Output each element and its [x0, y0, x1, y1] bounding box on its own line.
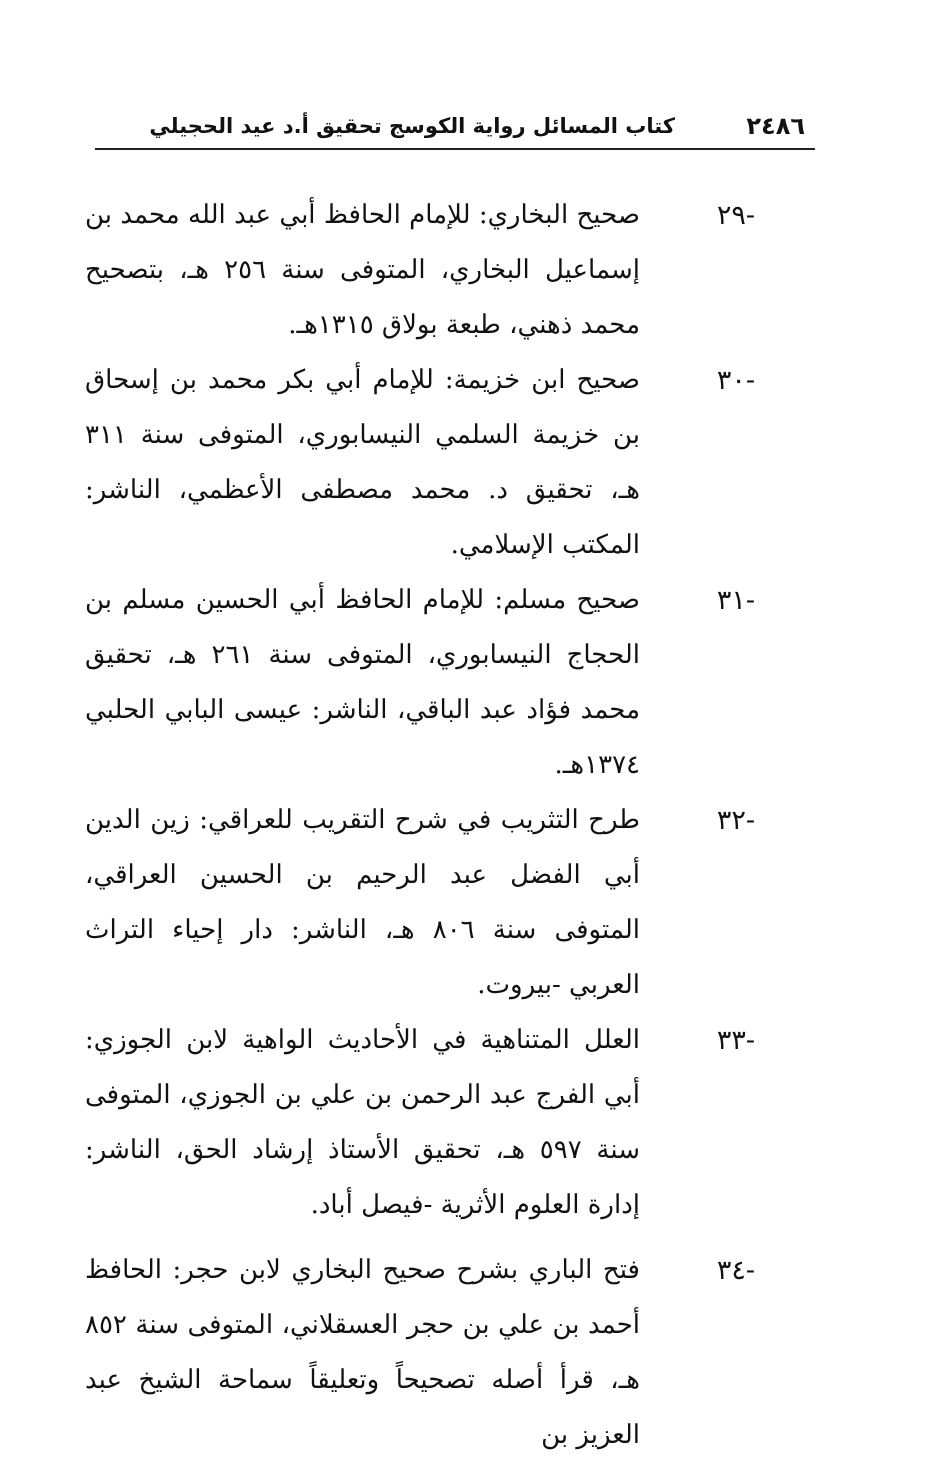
list-item [85, 188, 765, 353]
list-item [85, 793, 765, 1013]
entry-text: طرح التثريب في شرح التقريب للعراقي: زين الدين أبي الفضل عبد الرحيم بن الحسين العراقي، المتوفى سنة ٨٠٦ هـ، الناشر: دار إحياء التراث العربي -بيروت. [85, 805, 640, 1000]
list-item [85, 573, 765, 793]
list-item [85, 1013, 765, 1233]
page-number: ٢٤٨٦ [746, 112, 805, 140]
entry-text: العلل المتناهية في الأحاديث الواهية لابن الجوزي: أبي الفرج عبد الرحمن بن علي بن الجوزي، المتوفى سنة ٥٩٧ هـ، تحقيق الأستاذ إرشاد الحق، الناشر: إدارة العلوم الأثرية -فيصل أباد. [85, 1025, 640, 1220]
entry-number: -٣٠ [716, 365, 755, 396]
entry-text: صحيح مسلم: للإمام الحافظ أبي الحسين مسلم بن الحجاج النيسابوري، المتوفى سنة ٢٦١ هـ، تحقيق محمد فؤاد عبد الباقي، الناشر: عيسى البابي الحلبي ١٣٧٤هـ. [85, 585, 640, 780]
entry-text: صحيح البخاري: للإمام الحافظ أبي عبد الله محمد بن إسماعيل البخاري، المتوفى سنة ٢٥٦ هـ، بتصحيح محمد ذهني، طبعة بولاق ١٣١٥هـ. [85, 200, 640, 340]
entry-number: -٣٣ [716, 1025, 755, 1056]
entry-text: فتح الباري بشرح صحيح البخاري لابن حجر: الحافظ أحمد بن علي بن حجر العسقلاني، المتوفى سنة ٨٥٢ هـ، قرأ أصله تصحيحاً وتعليقاً سماحة الشيخ عبد العزيز بن [85, 1255, 640, 1450]
entry-number: -٣٤ [716, 1255, 755, 1286]
entry-text: صحيح ابن خزيمة: للإمام أبي بكر محمد بن إسحاق بن خزيمة السلمي النيسابوري، المتوفى سنة ٣١١ هـ، تحقيق د. محمد مصطفى الأعظمي، الناشر: المكتب الإسلامي. [85, 365, 640, 560]
entry-number: -٣٢ [716, 805, 755, 836]
bibliography-list [85, 188, 765, 1463]
list-item [85, 353, 765, 573]
list-item [85, 1243, 765, 1463]
entry-number: -٢٩ [716, 200, 755, 231]
header-divider [95, 148, 815, 150]
entry-number: -٣١ [716, 585, 755, 616]
running-title: كتاب المسائل رواية الكوسج تحقيق أ.د عيد الحجيلي [149, 114, 675, 138]
page-header [95, 108, 815, 148]
